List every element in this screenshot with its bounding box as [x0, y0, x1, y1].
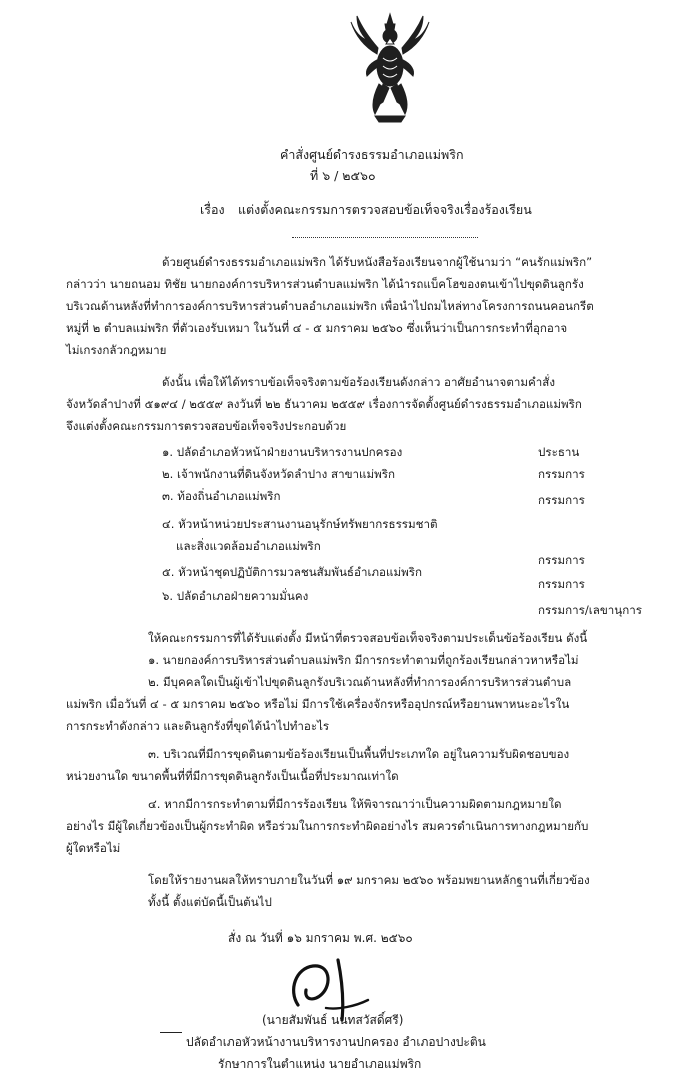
p1-line: หมู่ที่ ๒ ตำบลแม่พริก ที่ตัวเองรับเหมา ในวันที่ ๔ - ๕ มกราคม ๒๕๖๐ ซึ่งเห็นว่าเป็นการกระทำที่อุกอาจ	[66, 321, 568, 335]
committee-member: ๓. ท้องถิ่นอำเภอแม่พริก	[162, 489, 281, 503]
date-line: สั่ง ณ วันที่ ๑๖ มกราคม พ.ศ. ๒๕๖๐	[228, 931, 413, 945]
committee-role: กรรมการ	[538, 553, 585, 567]
title-divider	[292, 237, 478, 238]
committee-member-cont: และสิ่งแวดล้อมอำเภอแม่พริก	[176, 539, 321, 553]
signer-position: ปลัดอำเภอหัวหน้างานบริหารงานปกครอง อำเภอปางปะติน	[186, 1035, 486, 1049]
p1-line: ไม่เกรงกลัวกฎหมาย	[66, 343, 167, 357]
subject-text: แต่งตั้งคณะกรรมการตรวจสอบข้อเท็จจริงเรื่องร้องเรียน	[238, 202, 532, 217]
committee-role: ประธาน	[538, 445, 580, 459]
closing-line: โดยให้รายงานผลให้ทราบภายในวันที่ ๑๙ มกราคม ๒๕๖๐ พร้อมพยานหลักฐานที่เกี่ยวข้อง	[148, 873, 590, 887]
committee-role: กรรมการ/เลขานุการ	[538, 603, 642, 617]
p1-line: ด้วยศูนย์ดำรงธรรมอำเภอแม่พริก ได้รับหนังสือร้องเรียนจากผู้ใช้นามว่า “คนรักแม่พริก”	[162, 255, 593, 269]
signature-dash	[160, 1032, 182, 1033]
duty-item: ๑. นายกองค์การบริหารส่วนตำบลแม่พริก มีการกระทำตามที่ถูกร้องเรียนกล่าวหาหรือไม่	[148, 653, 579, 667]
committee-member: ๕. หัวหน้าชุดปฏิบัติการมวลชนสัมพันธ์อำเภอแม่พริก	[162, 565, 423, 579]
subject-label: เรื่อง	[200, 202, 225, 217]
duty-intro: ให้คณะกรรมการที่ได้รับแต่งตั้ง มีหน้าที่ตรวจสอบข้อเท็จจริงตามประเด็นข้อร้องเรียน ดังนี้	[148, 631, 588, 645]
committee-member: ๒. เจ้าพนักงานที่ดินจังหวัดลำปาง สาขาแม่พริก	[162, 467, 396, 481]
duty-item: หน่วยงานใด ขนาดพื้นที่ที่มีการขุดดินลูกรังเป็นเนื้อที่ประมาณเท่าใด	[66, 769, 399, 783]
duty-item: ๒. มีบุคคลใดเป็นผู้เข้าไปขุดดินลูกรังบริเวณด้านหลังที่ทำการองค์การบริหารส่วนตำบล	[148, 675, 572, 689]
committee-role: กรรมการ	[538, 493, 585, 507]
signer-acting: รักษาการในตำแหน่ง นายอำเภอแม่พริก	[218, 1057, 422, 1071]
closing-line: ทั้งนี้ ตั้งแต่บัดนี้เป็นต้นไป	[148, 895, 272, 909]
p2-line: ดังนั้น เพื่อให้ได้ทราบข้อเท็จจริงตามข้อร้องเรียนดังกล่าว อาศัยอำนาจตามคำสั่ง	[162, 375, 556, 389]
p2-line: จังหวัดลำปางที่ ๕๑๙๔ / ๒๕๕๙ ลงวันที่ ๒๒ ธันวาคม ๒๕๕๙ เรื่องการจัดตั้งศูนย์ดำรงธรรมอำเภอแม่พริก	[66, 397, 582, 411]
duty-item: แม่พริก เมื่อวันที่ ๔ - ๕ มกราคม ๒๕๖๐ หรือไม่ มีการใช้เครื่องจักรหรืออุปกรณ์หรือยานพาหนะอะไรใน	[66, 697, 570, 711]
order-title: คำสั่งศูนย์ดำรงธรรมอำเภอแม่พริก	[280, 147, 464, 162]
p2-line: จึงแต่งตั้งคณะกรรมการตรวจสอบข้อเท็จจริงประกอบด้วย	[66, 419, 347, 433]
committee-member: ๑. ปลัดอำเภอหัวหน้าฝ่ายงานบริหารงานปกครอง	[162, 445, 403, 459]
garuda-emblem-icon	[345, 10, 435, 130]
duty-item: อย่างไร มีผู้ใดเกี่ยวข้องเป็นผู้กระทำผิด หรือร่วมในการกระทำผิดอย่างไร สมควรดำเนินการทางกฎหมายกับ	[66, 819, 589, 833]
committee-member: ๔. หัวหน้าหน่วยประสานงานอนุรักษ์ทรัพยากรธรรมชาติ	[162, 517, 438, 531]
committee-role: กรรมการ	[538, 467, 585, 481]
duty-item: ๔. หากมีการกระทำตามที่มีการร้องเรียน ให้พิจารณาว่าเป็นความผิดตามกฎหมายใด	[148, 797, 562, 811]
duty-item: การกระทำดังกล่าว และดินลูกรังที่ขุดได้นำไปทำอะไร	[66, 719, 330, 733]
p1-line: กล่าวว่า นายถนอม ทิชัย นายกองค์การบริหารส่วนตำบลแม่พริก ได้นำรถแบ็คโฮของตนเข้าไปขุดดินลูกรัง	[66, 277, 584, 291]
signer-name: (นายสัมพันธ์ นนทสวัสดิ์ศรี)	[262, 1013, 404, 1027]
order-number: ที่ ๖ / ๒๕๖๐	[310, 168, 376, 183]
p1-line: บริเวณด้านหลังที่ทำการองค์การบริหารส่วนตำบลอำเภอแม่พริก เพื่อนำไปถมไหล่ทางโครงการถนนคอนกรีต	[66, 299, 594, 313]
committee-member: ๖. ปลัดอำเภอฝ่ายความมั่นคง	[162, 589, 309, 603]
duty-item: ผู้ใดหรือไม่	[66, 841, 121, 855]
committee-role: กรรมการ	[538, 577, 585, 591]
duty-item: ๓. บริเวณที่มีการขุดดินตามข้อร้องเรียนเป็นพื้นที่ประเภทใด อยู่ในความรับผิดชอบของ	[148, 747, 570, 761]
